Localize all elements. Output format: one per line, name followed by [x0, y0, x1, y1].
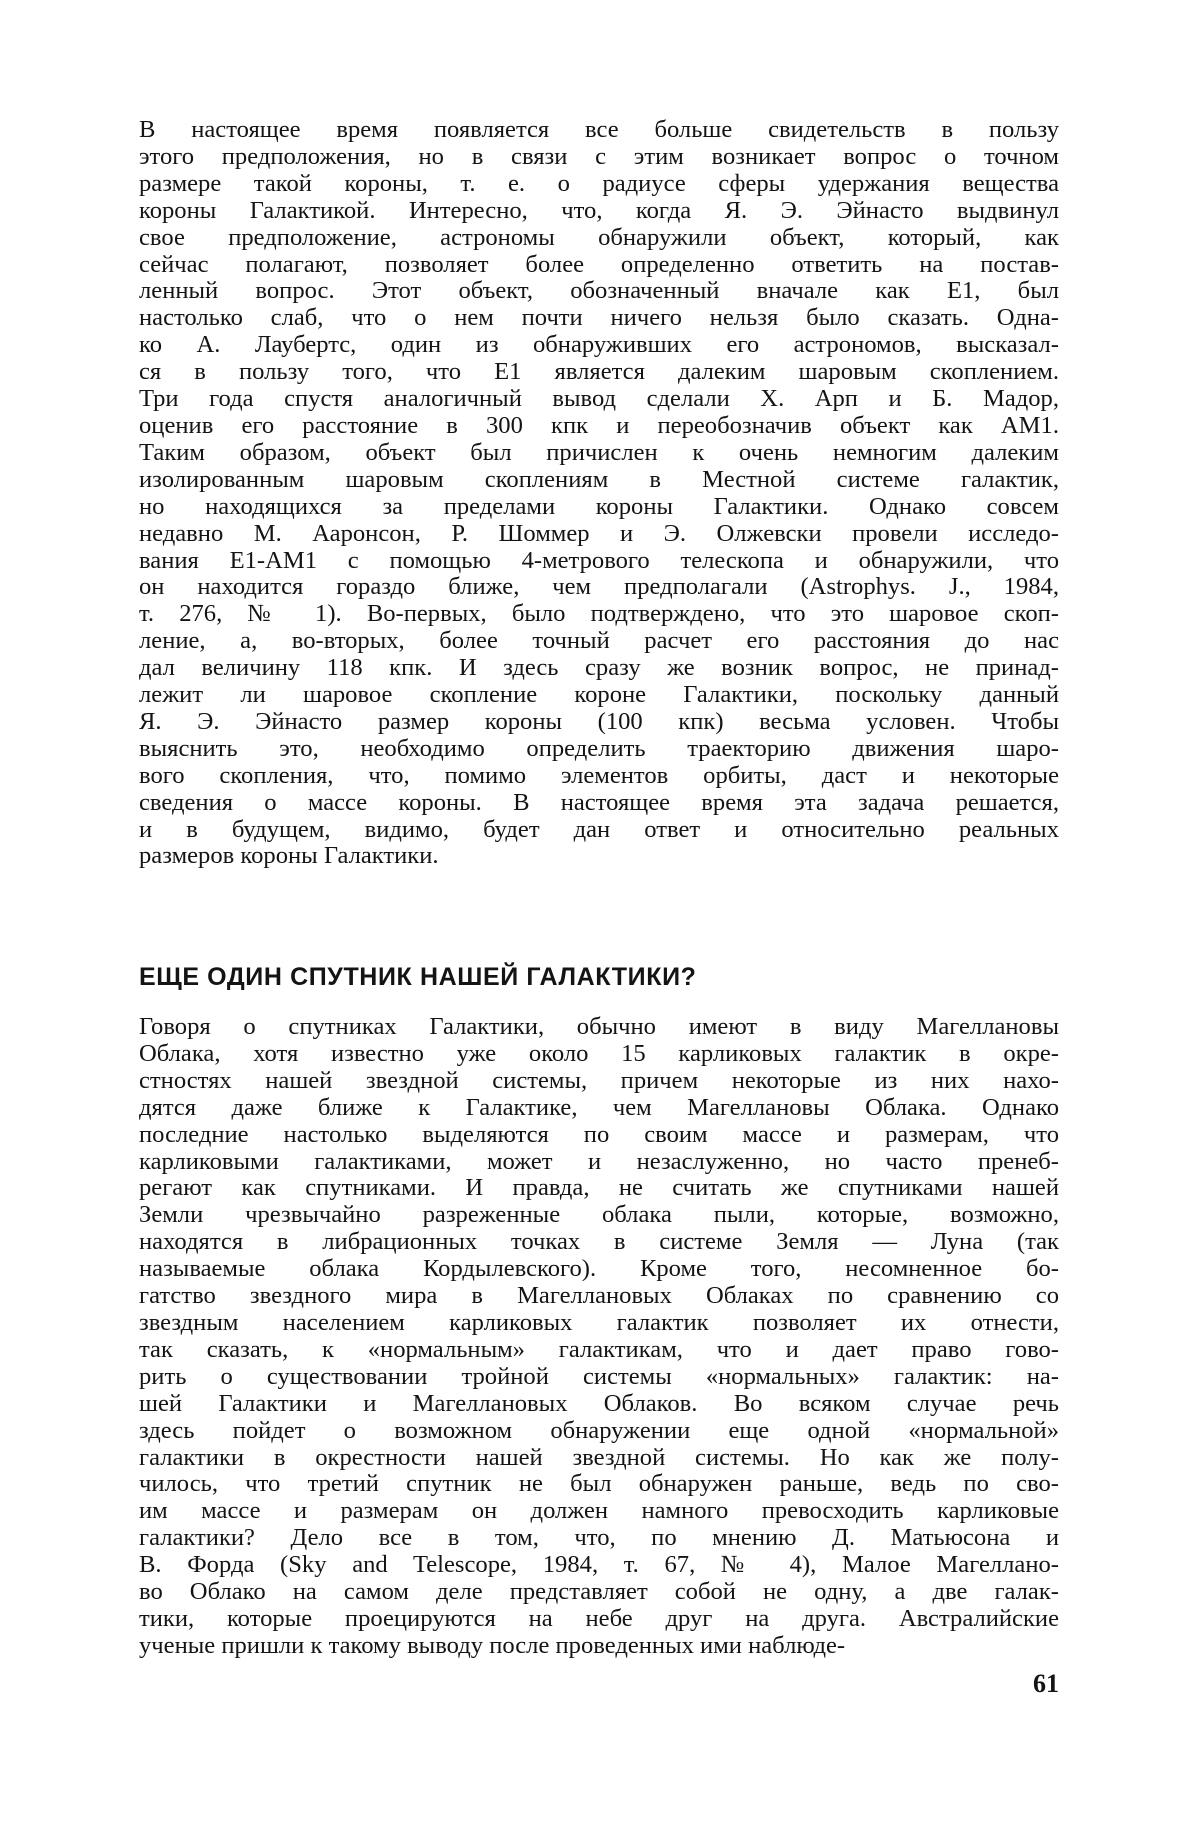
text-line: выяснить это, необходимо определить траекторию движения шаро- [139, 734, 1059, 762]
text-line: Таким образом, объект был причислен к очень немногим далеким [139, 438, 1059, 466]
text-line: так сказать, к «нормальным» галактикам, что и дает право гово- [139, 1335, 1059, 1363]
text-line: этого предположения, но в связи с этим возникает вопрос о точном [139, 142, 1059, 170]
text-line: галактики? Дело все в том, что, по мнению Д. Матьюсона и [139, 1524, 1059, 1552]
text-line: ление, а, во-вторых, более точный расчет его расстояния до нас [139, 627, 1059, 655]
text-line: галактики в окрестности нашей звездной системы. Но как же полу- [139, 1443, 1059, 1471]
text-line: короны Галактикой. Интересно, что, когда Я. Э. Эйнасто выдвинул [139, 196, 1059, 224]
text-line: Облака, хотя известно уже около 15 карликовых галактик в окре- [139, 1039, 1059, 1067]
section-heading: ЕЩЕ ОДИН СПУТНИК НАШЕЙ ГАЛАКТИКИ? [139, 963, 697, 991]
text-line: сведения о массе короны. В настоящее время эта задача решается, [139, 788, 1059, 816]
text-line: свое предположение, астрономы обнаружили объект, который, как [139, 223, 1059, 251]
text-line: гатство звездного мира в Магеллановых Облаках по сравнению со [139, 1282, 1059, 1310]
text-line: он находится гораздо ближе, чем предполагали (Astrophys. J., 1984, [139, 573, 1059, 601]
body-paragraph-2 [139, 1014, 1059, 1660]
text-line: ленный вопрос. Этот объект, обозначенный вначале как E1, был [139, 277, 1059, 305]
text-line: лежит ли шаровое скопление короне Галактики, поскольку данный [139, 681, 1059, 709]
text-line: т. 276, № 1). Во-первых, было подтверждено, что это шаровое скоп- [139, 600, 1059, 628]
text-line: чилось, что третий спутник не был обнаружен раньше, ведь по сво- [139, 1470, 1059, 1498]
text-line: Три года спустя аналогичный вывод сделали Х. Арп и Б. Мадор, [139, 385, 1059, 413]
text-line: во Облако на самом деле представляет собой не одну, а две галак- [139, 1578, 1059, 1606]
text-line: но находящихся за пределами короны Галактики. Однако совсем [139, 492, 1059, 520]
text-line: настолько слаб, что о нем почти ничего нельзя было сказать. Одна- [139, 304, 1059, 332]
text-line: сейчас полагают, позволяет более определенно ответить на постав- [139, 250, 1059, 278]
text-line: Говоря о спутниках Галактики, обычно имеют в виду Магеллановы [139, 1013, 1059, 1040]
text-line: изолированным шаровым скоплениям в Местной системе галактик, [139, 465, 1059, 493]
text-line: дал величину 118 кпк. И здесь сразу же возник вопрос, не принад- [139, 654, 1059, 682]
text-line: ко А. Лаубертс, один из обнаруживших его астрономов, высказал- [139, 331, 1059, 359]
body-paragraph-1 [139, 117, 1059, 870]
text-line: им массе и размерам он должен намного превосходить карликовые [139, 1497, 1059, 1525]
text-line: оценив его расстояние в 300 кпк и переобозначив объект как AM1. [139, 411, 1059, 439]
text-line: находятся в либрационных точках в системе Земля — Луна (так [139, 1228, 1059, 1256]
text-line: Я. Э. Эйнасто размер короны (100 кпк) весьма условен. Чтобы [139, 707, 1059, 735]
text-line: вого скопления, что, помимо элементов орбиты, даст и некоторые [139, 761, 1059, 789]
text-line: шей Галактики и Магеллановых Облаков. Во всяком случае речь [139, 1389, 1059, 1417]
text-line: дятся даже ближе к Галактике, чем Магеллановы Облака. Однако [139, 1093, 1059, 1121]
text-line: последние настолько выделяются по своим массе и размерам, что [139, 1120, 1059, 1148]
text-line: карликовыми галактиками, может и незаслуженно, но часто пренеб- [139, 1147, 1059, 1175]
text-line: называемые облака Кордылевского). Кроме того, несомненное бо- [139, 1255, 1059, 1283]
text-line: размеров короны Галактики. [139, 842, 439, 870]
text-line: ученые пришли к такому выводу после проведенных ими наблюде- [139, 1631, 846, 1659]
text-line: рить о существовании тройной системы «нормальных» галактик: на- [139, 1362, 1059, 1390]
text-line: звездным населением карликовых галактик позволяет их отнести, [139, 1308, 1059, 1336]
text-line: В настоящее время появляется все больше свидетельств в пользу [139, 116, 1059, 143]
page-number: 61 [1033, 1669, 1059, 1698]
text-line: ся в пользу того, что E1 является далеким шаровым скоплением. [139, 358, 1059, 386]
text-line: Земли чрезвычайно разреженные облака пыли, которые, возможно, [139, 1201, 1059, 1229]
text-line: В. Форда (Sky and Telescope, 1984, т. 67, № 4), Малое Магеллано- [139, 1551, 1059, 1579]
text-line: стностях нашей звездной системы, причем некоторые из них нахо- [139, 1066, 1059, 1094]
text-line: здесь пойдет о возможном обнаружении еще одной «нормальной» [139, 1416, 1059, 1444]
text-line: вания E1-AM1 с помощью 4-метрового телескопа и обнаружили, что [139, 546, 1059, 574]
text-line: регают как спутниками. И правда, не считать же спутниками нашей [139, 1174, 1059, 1202]
text-line: и в будущем, видимо, будет дан ответ и относительно реальных [139, 815, 1059, 843]
text-line: тики, которые проецируются на небе друг на друга. Австралийские [139, 1604, 1059, 1632]
text-line: недавно М. Ааронсон, Р. Шоммер и Э. Олжевски провели исследо- [139, 519, 1059, 547]
text-line: размере такой короны, т. е. о радиусе сферы удержания вещества [139, 169, 1059, 197]
